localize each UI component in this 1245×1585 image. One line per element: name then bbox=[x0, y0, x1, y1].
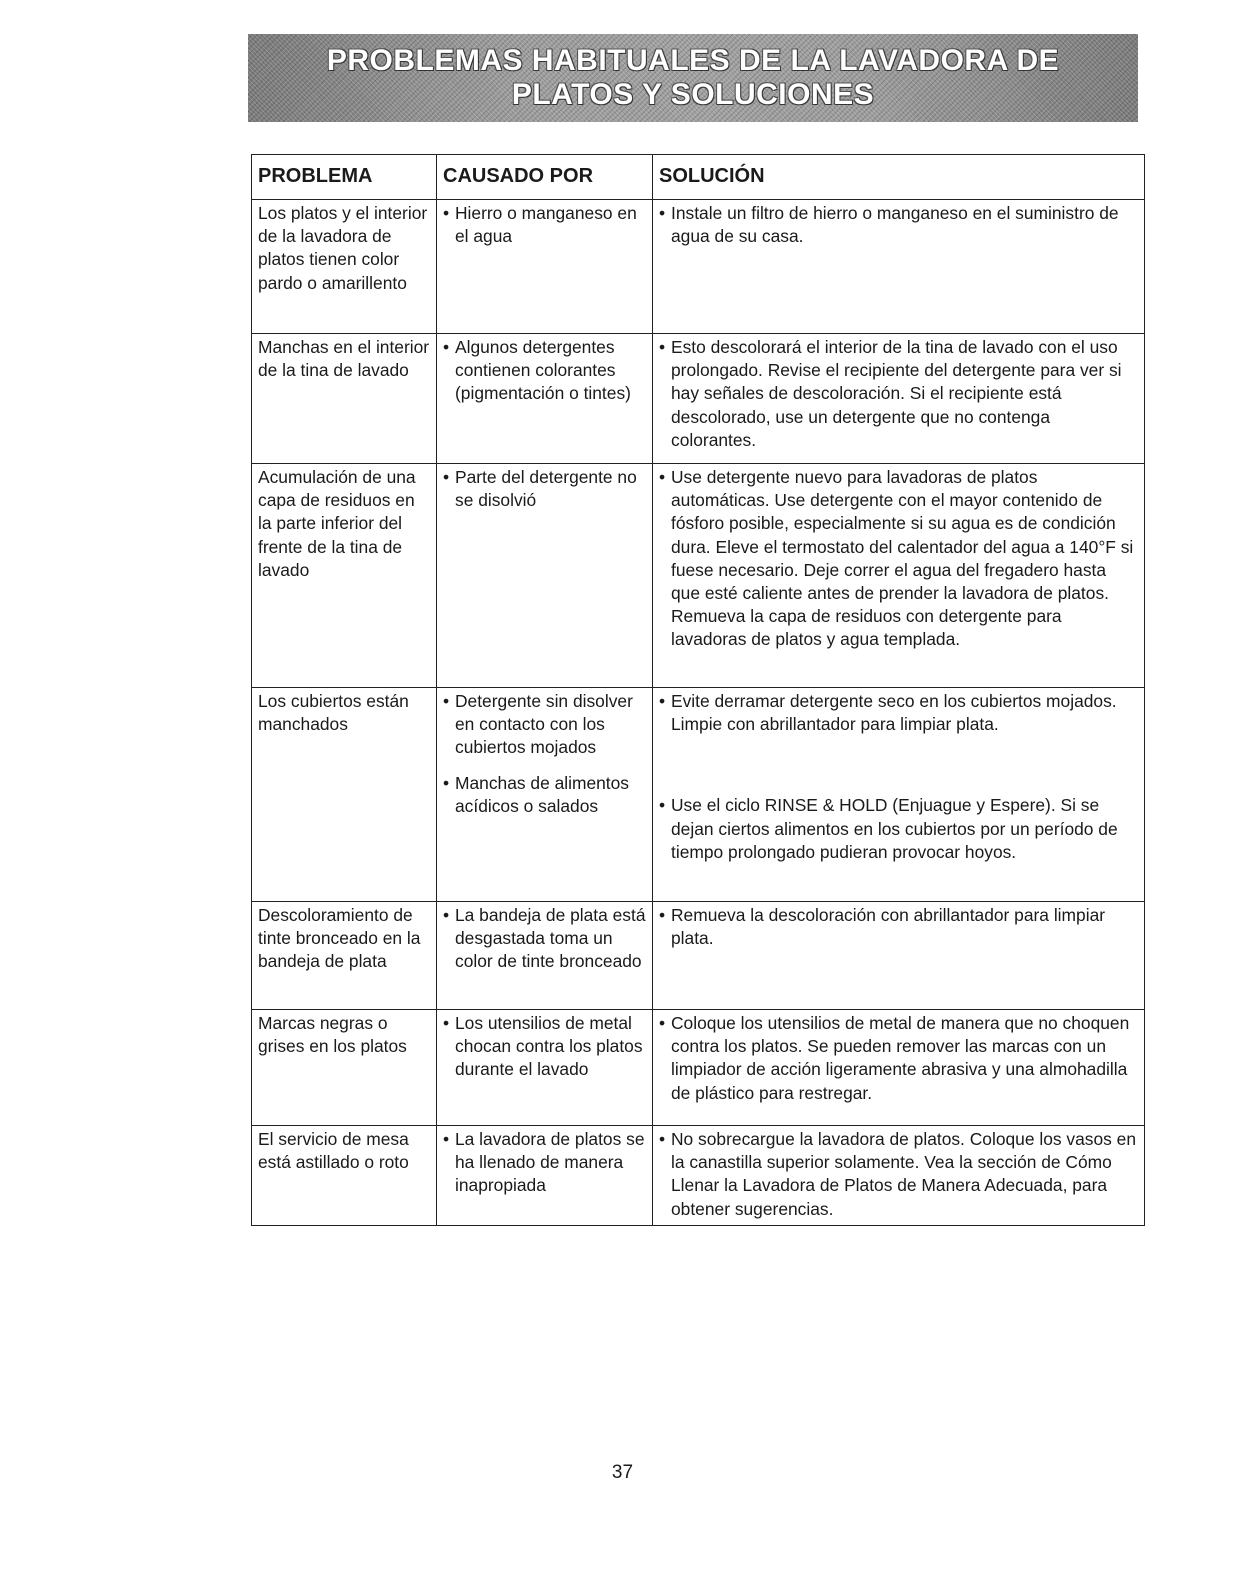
table-row bbox=[252, 688, 1145, 902]
table-row bbox=[252, 902, 1145, 1010]
header-solution: SOLUCIÓN bbox=[653, 155, 1145, 200]
cause-item: • Algunos detergentes contienen colorantes (pigmentación o tintes) bbox=[443, 336, 646, 406]
page-number: 37 bbox=[611, 1462, 634, 1483]
table-row bbox=[252, 1126, 1145, 1226]
solution-item: • Evite derramar detergente seco en los cubiertos mojados. Limpie con abrillantador para limpiar plata. bbox=[659, 690, 1138, 736]
solution-cell bbox=[653, 1126, 1145, 1226]
title-banner bbox=[248, 34, 1138, 122]
troubleshooting-table bbox=[251, 154, 1145, 1226]
cause-item: • La lavadora de platos se ha llenado de manera inapropiada bbox=[443, 1128, 646, 1198]
solution-item: • No sobrecargue la lavadora de platos. Coloque los vasos en la canastilla superior solamente. Vea la sección de Cómo Llenar la Lavadora de Platos de Manera Adecuada, para obtener sugerencias. bbox=[659, 1128, 1138, 1221]
solution-item: • Instale un filtro de hierro o manganeso en el suministro de agua de su casa. bbox=[659, 202, 1138, 248]
header-cause: CAUSADO POR bbox=[437, 155, 653, 200]
problem-cell: Manchas en el interior de la tina de lavado bbox=[252, 334, 437, 464]
cause-cell bbox=[437, 334, 653, 464]
cause-item: • La bandeja de plata está desgastada toma un color de tinte bronceado bbox=[443, 904, 646, 974]
solution-cell bbox=[653, 464, 1145, 688]
problem-cell: Marcas negras o grises en los platos bbox=[252, 1010, 437, 1126]
solution-item: • Use detergente nuevo para lavadoras de platos automáticas. Use detergente con el mayor contenido de fósforo posible, especialmente si su agua es de condición dura. Eleve el termostato del calentador del agua a 140°F si fuese necesario. Deje correr el agua del fregadero hasta que esté caliente antes de prender la lavadora de platos. Remueva la capa de residuos con detergente para lavadoras de platos y agua templada. bbox=[659, 466, 1138, 652]
cause-item: • Manchas de alimentos acídicos o salados bbox=[443, 772, 646, 818]
cause-cell bbox=[437, 688, 653, 902]
solution-item: • Remueva la descoloración con abrillantador para limpiar plata. bbox=[659, 904, 1138, 950]
cause-cell bbox=[437, 200, 653, 334]
solution-item: • Coloque los utensilios de metal de manera que no choquen contra los platos. Se pueden remover las marcas con un limpiador de acción ligeramente abrasiva y una almohadilla de plástico para restregar. bbox=[659, 1012, 1138, 1105]
table-header-row bbox=[252, 155, 1145, 200]
cause-item: • Parte del detergente no se disolvió bbox=[443, 466, 646, 512]
solution-cell bbox=[653, 1010, 1145, 1126]
table-row bbox=[252, 464, 1145, 688]
solution-cell bbox=[653, 902, 1145, 1010]
cause-cell bbox=[437, 1126, 653, 1226]
banner-title-line-1: PROBLEMAS HABITUALES DE LA LAVADORA DE bbox=[326, 44, 1060, 77]
problem-cell: Los cubiertos están manchados bbox=[252, 688, 437, 902]
problem-cell: Descoloramiento de tinte bronceado en la bandeja de plata bbox=[252, 902, 437, 1010]
banner-title-line-2: PLATOS Y SOLUCIONES bbox=[511, 78, 875, 111]
cause-cell bbox=[437, 464, 653, 688]
cause-item: • Los utensilios de metal chocan contra los platos durante el lavado bbox=[443, 1012, 646, 1082]
solution-cell bbox=[653, 688, 1145, 902]
solution-cell bbox=[653, 334, 1145, 464]
cause-item: • Hierro o manganeso en el agua bbox=[443, 202, 646, 248]
cause-cell bbox=[437, 1010, 653, 1126]
solution-item: • Use el ciclo RINSE & HOLD (Enjuague y Espere). Si se dejan ciertos alimentos en los cubiertos por un período de tiempo prolongado pudieran provocar hoyos. bbox=[659, 794, 1138, 864]
problem-cell: Acumulación de una capa de residuos en la parte inferior del frente de la tina de lavado bbox=[252, 464, 437, 688]
header-problem: PROBLEMA bbox=[252, 155, 437, 200]
problem-cell: El servicio de mesa está astillado o roto bbox=[252, 1126, 437, 1226]
table-row bbox=[252, 1010, 1145, 1126]
cause-cell bbox=[437, 902, 653, 1010]
table-row bbox=[252, 200, 1145, 334]
cause-item: • Detergente sin disolver en contacto con los cubiertos mojados bbox=[443, 690, 646, 760]
solution-cell bbox=[653, 200, 1145, 334]
table-row bbox=[252, 334, 1145, 464]
solution-item: • Esto descolorará el interior de la tina de lavado con el uso prolongado. Revise el recipiente del detergente para ver si hay señales de descoloración. Si el recipiente está descolorado, use un detergente que no contenga colorantes. bbox=[659, 336, 1138, 452]
problem-cell: Los platos y el interior de la lavadora de platos tienen color pardo o amarillento bbox=[252, 200, 437, 334]
